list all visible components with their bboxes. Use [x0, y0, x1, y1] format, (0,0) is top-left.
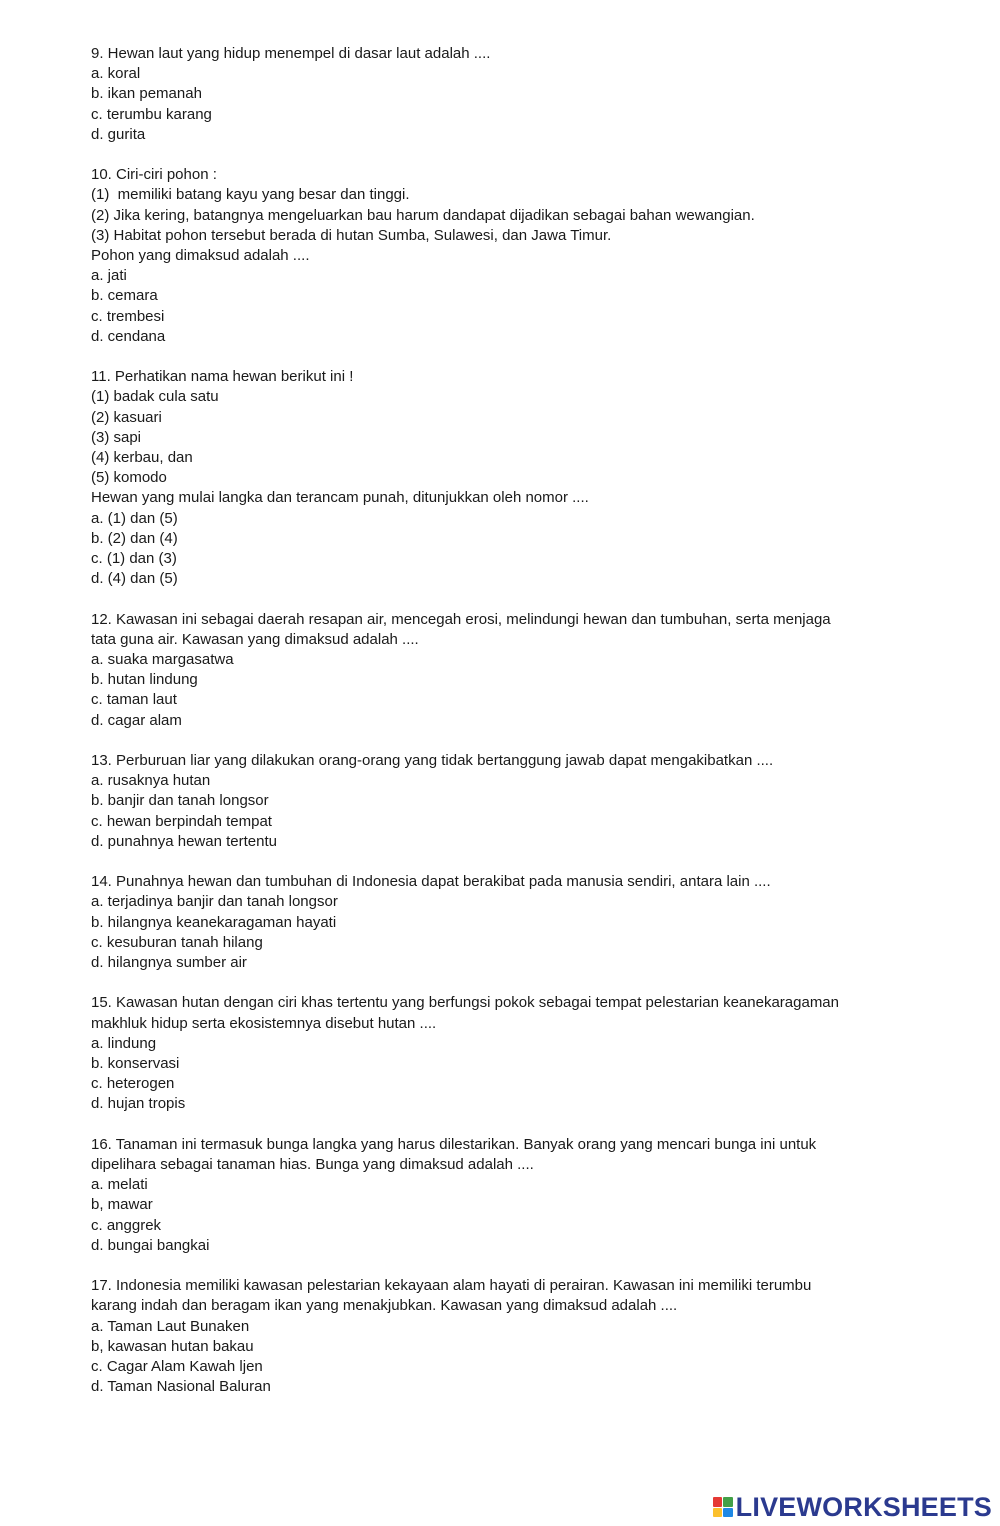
answer-option[interactable]: d. hilangnya sumber air	[91, 954, 247, 972]
answer-option[interactable]: a. Taman Laut Bunaken	[91, 1317, 250, 1335]
answer-option[interactable]: a. lindung	[91, 1034, 157, 1052]
answer-option[interactable]: b. ikan pemanah	[91, 85, 202, 103]
question-text: 9. Hewan laut yang hidup menempel di dasar laut adalah ....	[91, 45, 491, 62]
question-block	[91, 165, 921, 347]
question-text-line: tata guna air. Kawasan yang dimaksud adalah ....	[91, 630, 419, 648]
question-text-line: (3) Habitat pohon tersebut berada di hutan Sumba, Sulawesi, dan Jawa Timur.	[91, 226, 612, 244]
answer-option[interactable]: d. (4) dan (5)	[91, 570, 178, 588]
answer-option[interactable]: d. cendana	[91, 327, 166, 345]
answer-option[interactable]: d. punahnya hewan tertentu	[91, 832, 277, 850]
question-text-line: (3) sapi	[91, 428, 142, 446]
liveworksheets-watermark	[713, 1492, 992, 1522]
logo-square-blue	[723, 1508, 733, 1518]
question-text-line: (2) Jika kering, batangnya mengeluarkan bau harum dandapat dijadikan sebagai bahan wewangian.	[91, 206, 755, 224]
answer-option[interactable]: c. heterogen	[91, 1075, 175, 1093]
question-text-line: (5) komodo	[91, 469, 167, 487]
answer-option[interactable]: c. (1) dan (3)	[91, 550, 177, 568]
question-text-line: (1) badak cula satu	[91, 388, 219, 406]
answer-option[interactable]: d. bungai bangkai	[91, 1236, 210, 1254]
logo-square-green	[723, 1497, 733, 1507]
answer-option[interactable]: a. terjadinya banjir dan tanah longsor	[91, 893, 338, 911]
question-block	[91, 610, 921, 731]
answer-option[interactable]: b. cemara	[91, 287, 158, 305]
question-text-line: (2) kasuari	[91, 408, 162, 426]
liveworksheets-logo-icon	[713, 1497, 733, 1517]
answer-option[interactable]: a. jati	[91, 267, 127, 285]
question-block	[91, 993, 921, 1114]
question-block	[91, 1135, 921, 1256]
answer-option[interactable]: c. terumbu karang	[91, 105, 212, 123]
question-text: 16. Tanaman ini termasuk bunga langka yang harus dilestarikan. Banyak orang yang mencari bunga ini untuk	[91, 1135, 817, 1153]
question-block	[91, 1276, 921, 1397]
answer-option[interactable]: b. banjir dan tanah longsor	[91, 792, 269, 810]
question-block	[91, 751, 921, 852]
answer-option[interactable]: d. Taman Nasional Baluran	[91, 1378, 271, 1396]
answer-option[interactable]: b, kawasan hutan bakau	[91, 1337, 254, 1355]
answer-option[interactable]: a. rusaknya hutan	[91, 772, 211, 790]
answer-option[interactable]: a. suaka margasatwa	[91, 651, 234, 669]
answer-option[interactable]: b. (2) dan (4)	[91, 529, 178, 547]
question-text: 13. Perburuan liar yang dilakukan orang-orang yang tidak bertanggung jawab dapat mengakibatkan ....	[91, 752, 774, 770]
answer-option[interactable]: c. anggrek	[91, 1216, 162, 1234]
answer-option[interactable]: c. trembesi	[91, 307, 165, 325]
answer-option[interactable]: c. kesuburan tanah hilang	[91, 933, 263, 951]
question-text-line: karang indah dan beragam ikan yang menakjubkan. Kawasan yang dimaksud adalah ....	[91, 1297, 678, 1315]
answer-option[interactable]: c. taman laut	[91, 691, 177, 709]
answer-option[interactable]: c. hewan berpindah tempat	[91, 812, 272, 830]
answer-option[interactable]: c. Cagar Alam Kawah ljen	[91, 1358, 263, 1376]
answer-option[interactable]: a. melati	[91, 1176, 148, 1194]
answer-option[interactable]: a. koral	[91, 65, 141, 83]
question-text: 10. Ciri-ciri pohon :	[91, 166, 217, 184]
answer-option[interactable]: b. hilangnya keanekaragaman hayati	[91, 913, 337, 931]
question-block	[91, 44, 921, 145]
question-text: 15. Kawasan hutan dengan ciri khas tertentu yang berfungsi pokok sebagai tempat pelestarian keanekaragaman	[91, 994, 839, 1012]
question-text-line: dipelihara sebagai tanaman hias. Bunga yang dimaksud adalah ....	[91, 1156, 534, 1174]
question-text-line: (1) memiliki batang kayu yang besar dan tinggi.	[91, 186, 410, 204]
answer-option[interactable]: b. hutan lindung	[91, 671, 198, 689]
worksheet-page	[91, 44, 921, 1418]
answer-option[interactable]: d. gurita	[91, 125, 146, 143]
logo-square-red	[713, 1497, 723, 1507]
question-text-line: (4) kerbau, dan	[91, 449, 193, 467]
question-text-line: Hewan yang mulai langka dan terancam punah, ditunjukkan oleh nomor ....	[91, 489, 589, 507]
question-block	[91, 872, 921, 973]
question-text: 11. Perhatikan nama hewan berikut ini !	[91, 368, 354, 386]
answer-option[interactable]: b, mawar	[91, 1196, 153, 1214]
answer-option[interactable]: d. cagar alam	[91, 711, 182, 729]
answer-option[interactable]: b. konservasi	[91, 1055, 180, 1073]
question-text: 17. Indonesia memiliki kawasan pelestarian kekayaan alam hayati di perairan. Kawasan ini memiliki terumbu	[91, 1277, 812, 1295]
question-text-line: makhluk hidup serta ekosistemnya disebut hutan ....	[91, 1014, 437, 1032]
question-text-line: Pohon yang dimaksud adalah ....	[91, 247, 310, 265]
answer-option[interactable]: d. hujan tropis	[91, 1095, 186, 1113]
logo-square-yellow	[713, 1508, 723, 1518]
question-text: 12. Kawasan ini sebagai daerah resapan air, mencegah erosi, melindungi hewan dan tumbuhan, serta menjaga	[91, 610, 831, 628]
answer-option[interactable]: a. (1) dan (5)	[91, 509, 178, 527]
question-block	[91, 367, 921, 589]
watermark-text: LIVEWORKSHEETS	[735, 1491, 992, 1522]
question-text: 14. Punahnya hewan dan tumbuhan di Indonesia dapat berakibat pada manusia sendiri, antara lain ....	[91, 873, 771, 891]
